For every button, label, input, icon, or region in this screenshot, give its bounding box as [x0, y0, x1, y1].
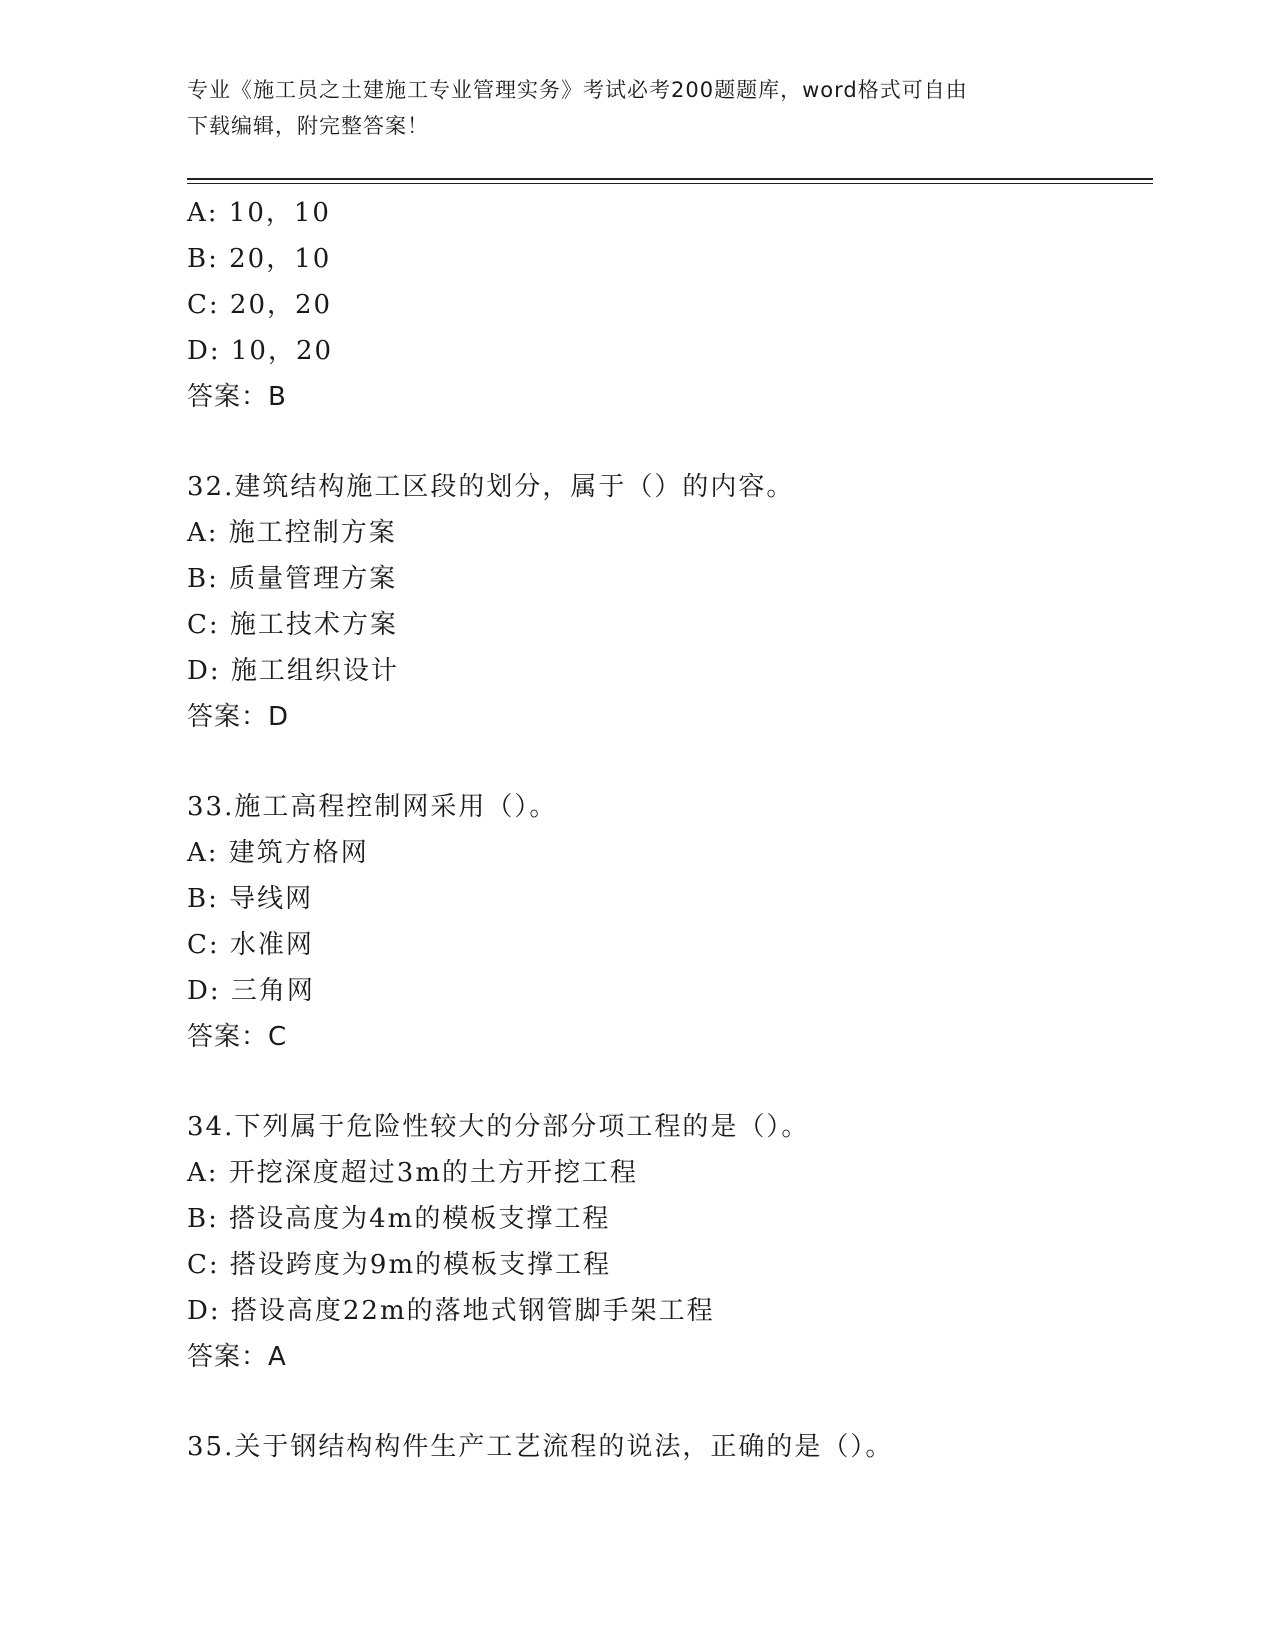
option-c: C: 施工技术方案 — [187, 610, 398, 640]
option-c: C: 20，20 — [187, 290, 333, 320]
option-b: B: 质量管理方案 — [187, 564, 398, 594]
question-block-31 — [187, 190, 1147, 420]
answer-line: 答案：C — [187, 1022, 288, 1052]
option-c: C: 搭设跨度为9m的模板支撑工程 — [187, 1250, 612, 1280]
question-block-32 — [187, 464, 1147, 740]
question-text: 33.施工高程控制网采用（）。 — [187, 792, 558, 822]
option-a: A: 施工控制方案 — [187, 518, 397, 548]
question-text: 32.建筑结构施工区段的划分，属于（）的内容。 — [187, 472, 795, 502]
question-block-35 — [187, 1424, 1147, 1470]
option-d: D: 10，20 — [187, 336, 334, 366]
header-line-1: 专业《施工员之土建施工专业管理实务》考试必考200题题库，word格式可自由 — [187, 78, 968, 102]
option-d: D: 搭设高度22m的落地式钢管脚手架工程 — [187, 1296, 715, 1326]
header-line-2: 下载编辑，附完整答案！ — [187, 114, 429, 138]
question-block-33 — [187, 784, 1147, 1060]
question-block-34 — [187, 1104, 1147, 1380]
question-list — [187, 190, 1147, 1470]
header-divider-thin — [187, 183, 1153, 184]
option-b: B: 搭设高度为4m的模板支撑工程 — [187, 1204, 611, 1234]
document-header — [187, 72, 1067, 144]
option-b: B: 20，10 — [187, 244, 332, 274]
option-d: D: 施工组织设计 — [187, 656, 399, 686]
answer-line: 答案：A — [187, 1342, 287, 1372]
answer-line: 答案：B — [187, 382, 287, 412]
header-divider-thick — [187, 178, 1153, 180]
question-text: 34.下列属于危险性较大的分部分项工程的是（）。 — [187, 1112, 810, 1142]
option-b: B: 导线网 — [187, 884, 314, 914]
option-d: D: 三角网 — [187, 976, 315, 1006]
answer-line: 答案：D — [187, 702, 290, 732]
option-a: A: 建筑方格网 — [187, 838, 369, 868]
option-c: C: 水准网 — [187, 930, 314, 960]
option-a: A: 开挖深度超过3m的土方开挖工程 — [187, 1158, 638, 1188]
option-a: A: 10，10 — [187, 198, 331, 228]
question-text: 35.关于钢结构构件生产工艺流程的说法，正确的是（）。 — [187, 1432, 894, 1462]
